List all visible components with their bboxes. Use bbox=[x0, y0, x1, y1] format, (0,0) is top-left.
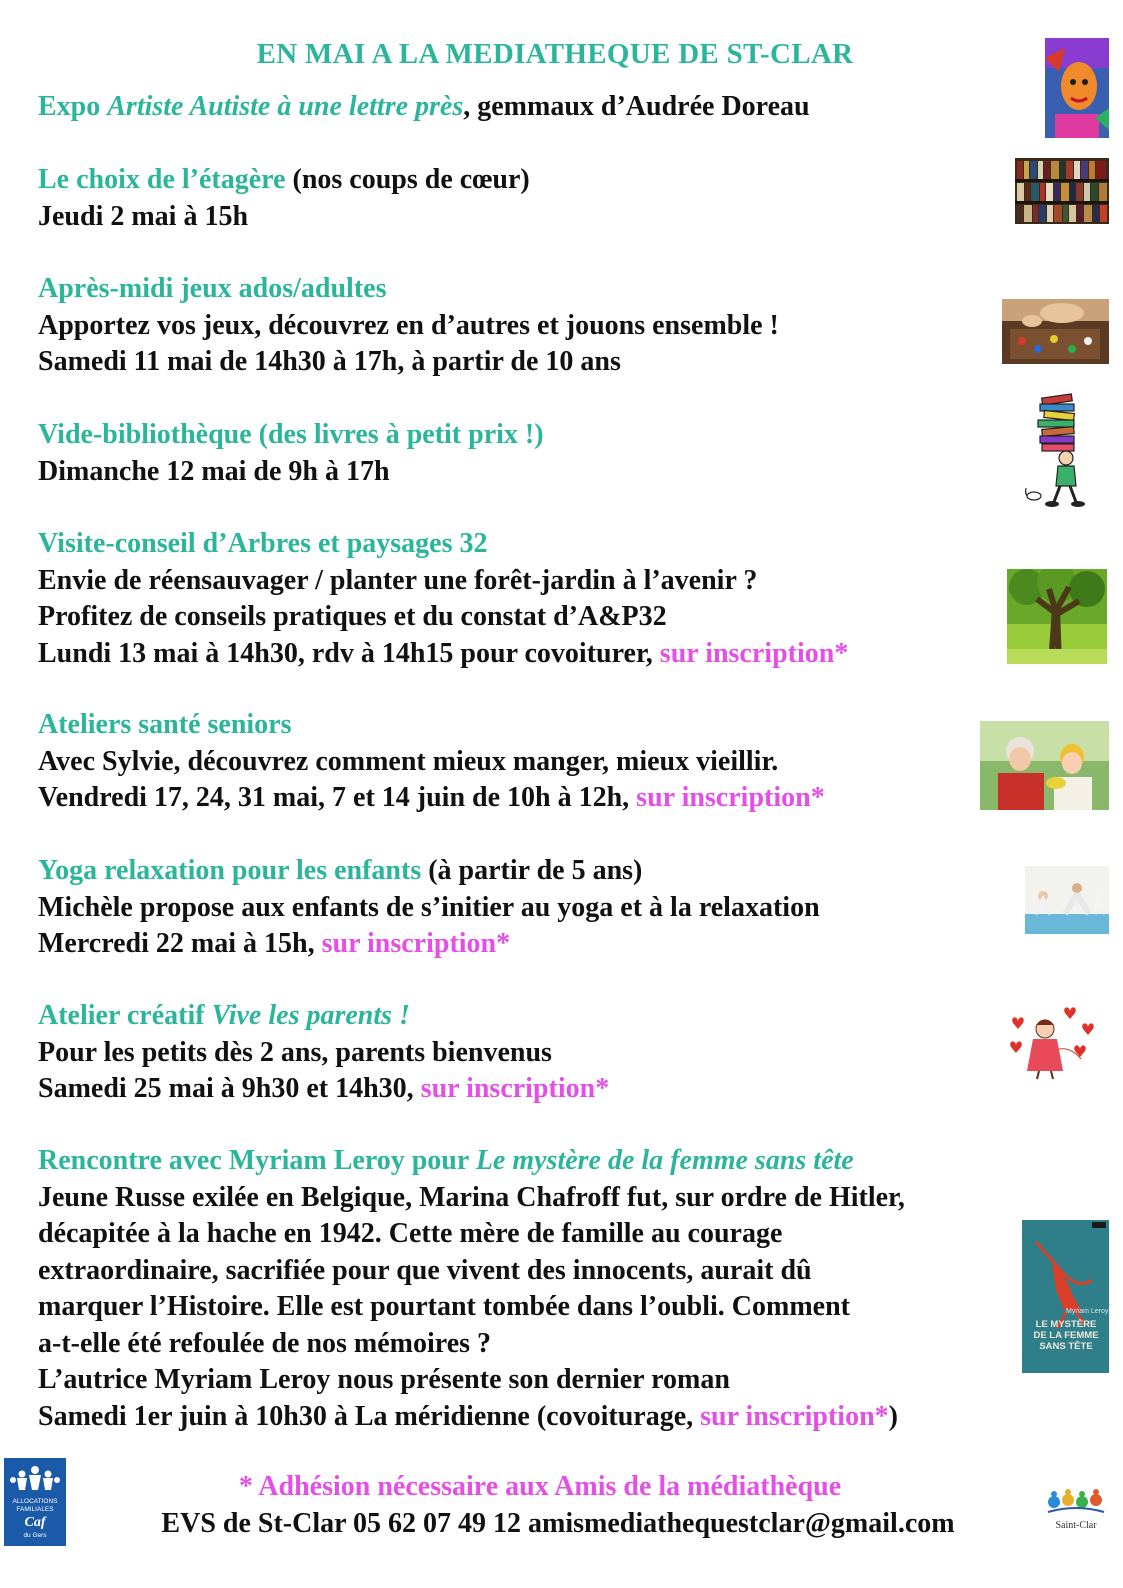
event-atelier-creatif bbox=[38, 998, 609, 1108]
forest-tree-image bbox=[1007, 569, 1107, 664]
rencontre-text-line: L’autrice Myriam Leroy nous présente son dernier roman bbox=[38, 1364, 730, 1395]
event-yoga bbox=[38, 853, 820, 963]
rencontre-text-line: Jeune Russe exilée en Belgique, Marina Chafroff fut, sur ordre de Hitler, bbox=[38, 1181, 905, 1213]
yoga-heading-note: (à partir de 5 ans) bbox=[421, 855, 643, 886]
caf-logo bbox=[4, 1458, 66, 1546]
event-vide-bibliotheque bbox=[38, 417, 544, 490]
visite-date: Lundi 13 mai à 14h30, rdv à 14h15 pour covoiturer, bbox=[38, 637, 660, 669]
contact-line: EVS de St-Clar 05 62 07 49 12 amismediathequestclar@gmail.com bbox=[161, 1508, 955, 1539]
book-cover-title-line: SANS TÊTE bbox=[1039, 1341, 1093, 1352]
caf-label-2: FAMILIALES bbox=[16, 1506, 54, 1513]
rencontre-heading-title: Le mystère de la femme sans tête bbox=[475, 1145, 854, 1176]
sante-date: Vendredi 17, 24, 31 mai, 7 et 14 juin de 10h à 12h, bbox=[38, 782, 637, 813]
expo-artwork-image bbox=[1045, 38, 1109, 138]
caf-brand: Caf bbox=[24, 1515, 46, 1530]
seniors-health-image bbox=[980, 721, 1109, 810]
event-jeux bbox=[38, 271, 779, 381]
event-expo bbox=[38, 89, 810, 126]
jeux-desc: Apportez vos jeux, découvrez en d’autres et jouons ensemble ! bbox=[38, 309, 779, 341]
book-cover-image bbox=[1022, 1220, 1109, 1373]
etagere-heading: Le choix de l’étagère bbox=[38, 164, 286, 195]
yoga-desc: Michèle propose aux enfants de s’initier au yoga et à la relaxation bbox=[38, 891, 820, 923]
caf-label-1: ALLOCATIONS bbox=[12, 1498, 58, 1505]
rencontre-text-line: décapitée à la hache en 1942. Cette mère de famille au courage bbox=[38, 1218, 783, 1249]
visite-signup: sur inscription* bbox=[659, 637, 849, 669]
jeux-heading: Après-midi jeux ados/adultes bbox=[38, 273, 387, 304]
creatif-date: Samedi 25 mai à 9h30 et 14h30, bbox=[38, 1073, 421, 1104]
bookshelf-image bbox=[1015, 158, 1109, 224]
expo-prefix: Expo bbox=[38, 91, 108, 122]
expo-suffix: , gemmaux d’Audrée Doreau bbox=[463, 91, 810, 122]
etagere-heading-note: (nos coups de cœur) bbox=[285, 164, 530, 195]
creatif-heading: Atelier créatif bbox=[38, 1000, 212, 1031]
yoga-signup: sur inscription* bbox=[321, 928, 511, 959]
etagere-date: Jeudi 2 mai à 15h bbox=[38, 200, 249, 232]
event-visite-conseil bbox=[38, 526, 848, 672]
vide-heading: Vide-bibliothèque (des livres à petit prix !) bbox=[38, 419, 544, 450]
creative-workshop-image bbox=[1005, 1007, 1097, 1081]
event-rencontre bbox=[38, 1143, 905, 1435]
creatif-signup: sur inscription* bbox=[420, 1073, 610, 1104]
rencontre-date: Samedi 1er juin à 10h30 à La méridienne (covoiturage, bbox=[38, 1400, 701, 1432]
book-cover-title-line: DE LA FEMME bbox=[1033, 1330, 1099, 1341]
rencontre-text-line: extraordinaire, sacrifiée pour que vivent des innocents, aurait dû bbox=[38, 1254, 812, 1286]
membership-note: * Adhésion nécessaire aux Amis de la médiathèque bbox=[238, 1471, 842, 1502]
creatif-desc: Pour les petits dès 2 ans, parents bienvenus bbox=[38, 1036, 552, 1068]
rencontre-signup: sur inscription* bbox=[700, 1400, 889, 1432]
jeux-date: Samedi 11 mai de 14h30 à 17h, à partir de 10 ans bbox=[38, 346, 621, 377]
visite-heading: Visite-conseil d’Arbres et paysages 32 bbox=[38, 528, 488, 559]
board-game-image bbox=[1002, 299, 1109, 364]
visite-desc-2: Profitez de conseils pratiques et du constat d’A&P32 bbox=[38, 601, 667, 632]
event-sante-seniors bbox=[38, 707, 825, 817]
vide-date: Dimanche 12 mai de 9h à 17h bbox=[38, 455, 390, 487]
creatif-heading-title: Vive les parents ! bbox=[211, 1000, 410, 1031]
visite-desc-1: Envie de réensauvager / planter une forêt-jardin à l’avenir ? bbox=[38, 564, 758, 596]
saint-clar-label: Saint-Clar bbox=[1055, 1520, 1097, 1531]
rencontre-text-line: marquer l’Histoire. Elle est pourtant tombée dans l’oubli. Comment bbox=[38, 1291, 850, 1322]
book-stack-cartoon-image bbox=[1020, 392, 1102, 510]
saint-clar-logo bbox=[1044, 1482, 1108, 1534]
book-cover-title bbox=[1026, 1319, 1106, 1352]
yoga-image bbox=[1025, 866, 1109, 934]
rencontre-heading: Rencontre avec Myriam Leroy pour bbox=[38, 1145, 476, 1176]
page-title: EN MAI A LA MEDIATHEQUE DE ST-CLAR bbox=[256, 38, 854, 70]
book-cover-author: Myriam Leroy bbox=[1066, 1308, 1109, 1315]
sante-signup: sur inscription* bbox=[636, 782, 825, 813]
rencontre-text-line: a-t-elle été refoulée de nos mémoires ? bbox=[38, 1327, 492, 1359]
expo-title: Artiste Autiste à une lettre près bbox=[107, 91, 464, 122]
sante-desc: Avec Sylvie, découvrez comment mieux manger, mieux vieillir. bbox=[38, 745, 779, 777]
yoga-date: Mercredi 22 mai à 15h, bbox=[38, 928, 322, 959]
event-etagere bbox=[38, 162, 530, 235]
rencontre-date-end: ) bbox=[888, 1400, 898, 1432]
sante-heading: Ateliers santé seniors bbox=[38, 709, 292, 740]
yoga-heading: Yoga relaxation pour les enfants bbox=[38, 855, 422, 886]
book-cover-title-line: LE MYSTÈRE bbox=[1035, 1319, 1097, 1330]
caf-region: du Gers bbox=[23, 1532, 47, 1539]
